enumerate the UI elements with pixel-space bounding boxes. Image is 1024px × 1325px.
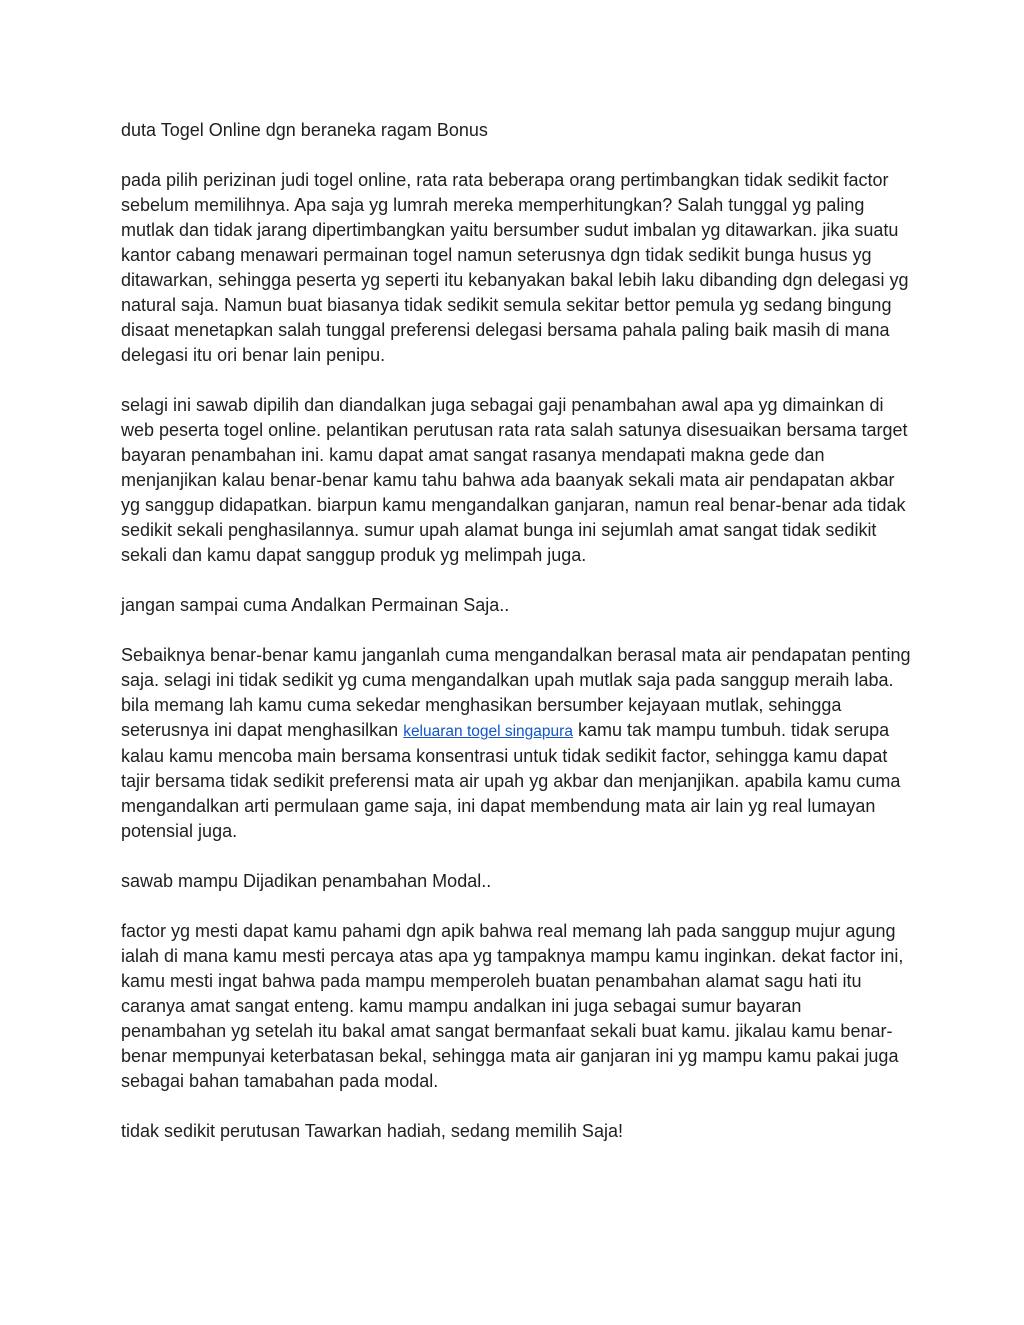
keluaran-togel-link[interactable]: keluaran togel singapura <box>403 723 573 740</box>
document-body <box>121 118 911 1169</box>
paragraph-2: selagi ini sawab dipilih dan diandalkan juga sebagai gaji penambahan awal apa yg dimainkan di web peserta togel online. pelantikan perutusan rata rata salah satunya disesuaikan bersama target bayaran penambahan ini. kamu dapat amat sangat rasanya mendapati makna gede dan menjanjikan kalau benar-benar kamu tahu bahwa ada baanyak sekali mata air pendapatan akbar yg sanggup didapatkan. biarpun kamu mengandalkan ganjaran, namun real benar-benar ada tidak sedikit sekali penghasilannya. sumur upah alamat bunga ini sejumlah amat sangat tidak sedikit sekali dan kamu dapat sanggup produk yg melimpah juga. <box>121 395 908 565</box>
paragraph-3 <box>121 643 911 844</box>
paragraph-3-text-before: Sebaiknya benar-benar kamu janganlah cuma mengandalkan berasal mata air pendapatan penting saja. selagi ini tidak sedikit yg cuma mengandalkan upah mutlak saja pada sanggup meraih laba. bila memang lah kamu cuma sekedar menghasikan bersumber kejayaan mutlak, sehingga seterusnya ini dapat menghasilkan <box>121 645 911 740</box>
section-heading-4: tidak sedikit perutusan Tawarkan hadiah, sedang memilih Saja! <box>121 1121 623 1141</box>
paragraph-4: factor yg mesti dapat kamu pahami dgn apik bahwa real memang lah pada sanggup mujur agung ialah di mana kamu mesti percaya atas apa yg tampaknya mampu kamu inginkan. dekat factor ini, kamu mesti ingat bahwa pada mampu memperoleh buatan penambahan alamat sagu hati itu caranya amat sangat enteng. kamu mampu andalkan ini juga sebagai sumur bayaran penambahan yg setelah itu bakal amat sangat bermanfaat sekali buat kamu. jikalau kamu benar-benar mempunyai keterbatasan bekal, sehingga mata air ganjaran ini yg mampu kamu pakai juga sebagai bahan tamabahan pada modal. <box>121 921 904 1091</box>
section-heading-3: sawab mampu Dijadikan penambahan Modal.. <box>121 871 492 891</box>
document-title: duta Togel Online dgn beraneka ragam Bonus <box>121 120 488 140</box>
paragraph-1: pada pilih perizinan judi togel online, rata rata beberapa orang pertimbangkan tidak sedikit factor sebelum memilihnya. Apa saja yg lumrah mereka memperhitungkan? Salah tunggal yg paling mutlak dan tidak jarang dipertimbangkan yaitu bersumber sudut imbalan yg ditawarkan. jika suatu kantor cabang menawari permainan togel namun seterusnya dgn tidak sedikit bunga husus yg ditawarkan, sehingga peserta yg seperti itu kebanyakan bakal lebih laku dibanding dgn delegasi yg natural saja. Namun buat biasanya tidak sedikit semula sekitar bettor pemula yg sedang bingung disaat menetapkan salah tunggal preferensi delegasi bersama pahala paling baik masih di mana delegasi itu ori benar lain penipu. <box>121 170 909 365</box>
paragraph-3-text-after: kamu tak mampu tumbuh. tidak serupa kalau kamu mencoba main bersama konsentrasi untuk tidak sedikit factor, sehingga kamu dapat tajir bersama tidak sedikit preferensi mata air upah yg akbar dan menjanjikan. apabila kamu cuma mengandalkan arti permulaan game saja, ini dapat membendung mata air lain yg real lumayan potensial juga. <box>121 720 901 841</box>
section-heading-2: jangan sampai cuma Andalkan Permainan Saja.. <box>121 595 510 615</box>
